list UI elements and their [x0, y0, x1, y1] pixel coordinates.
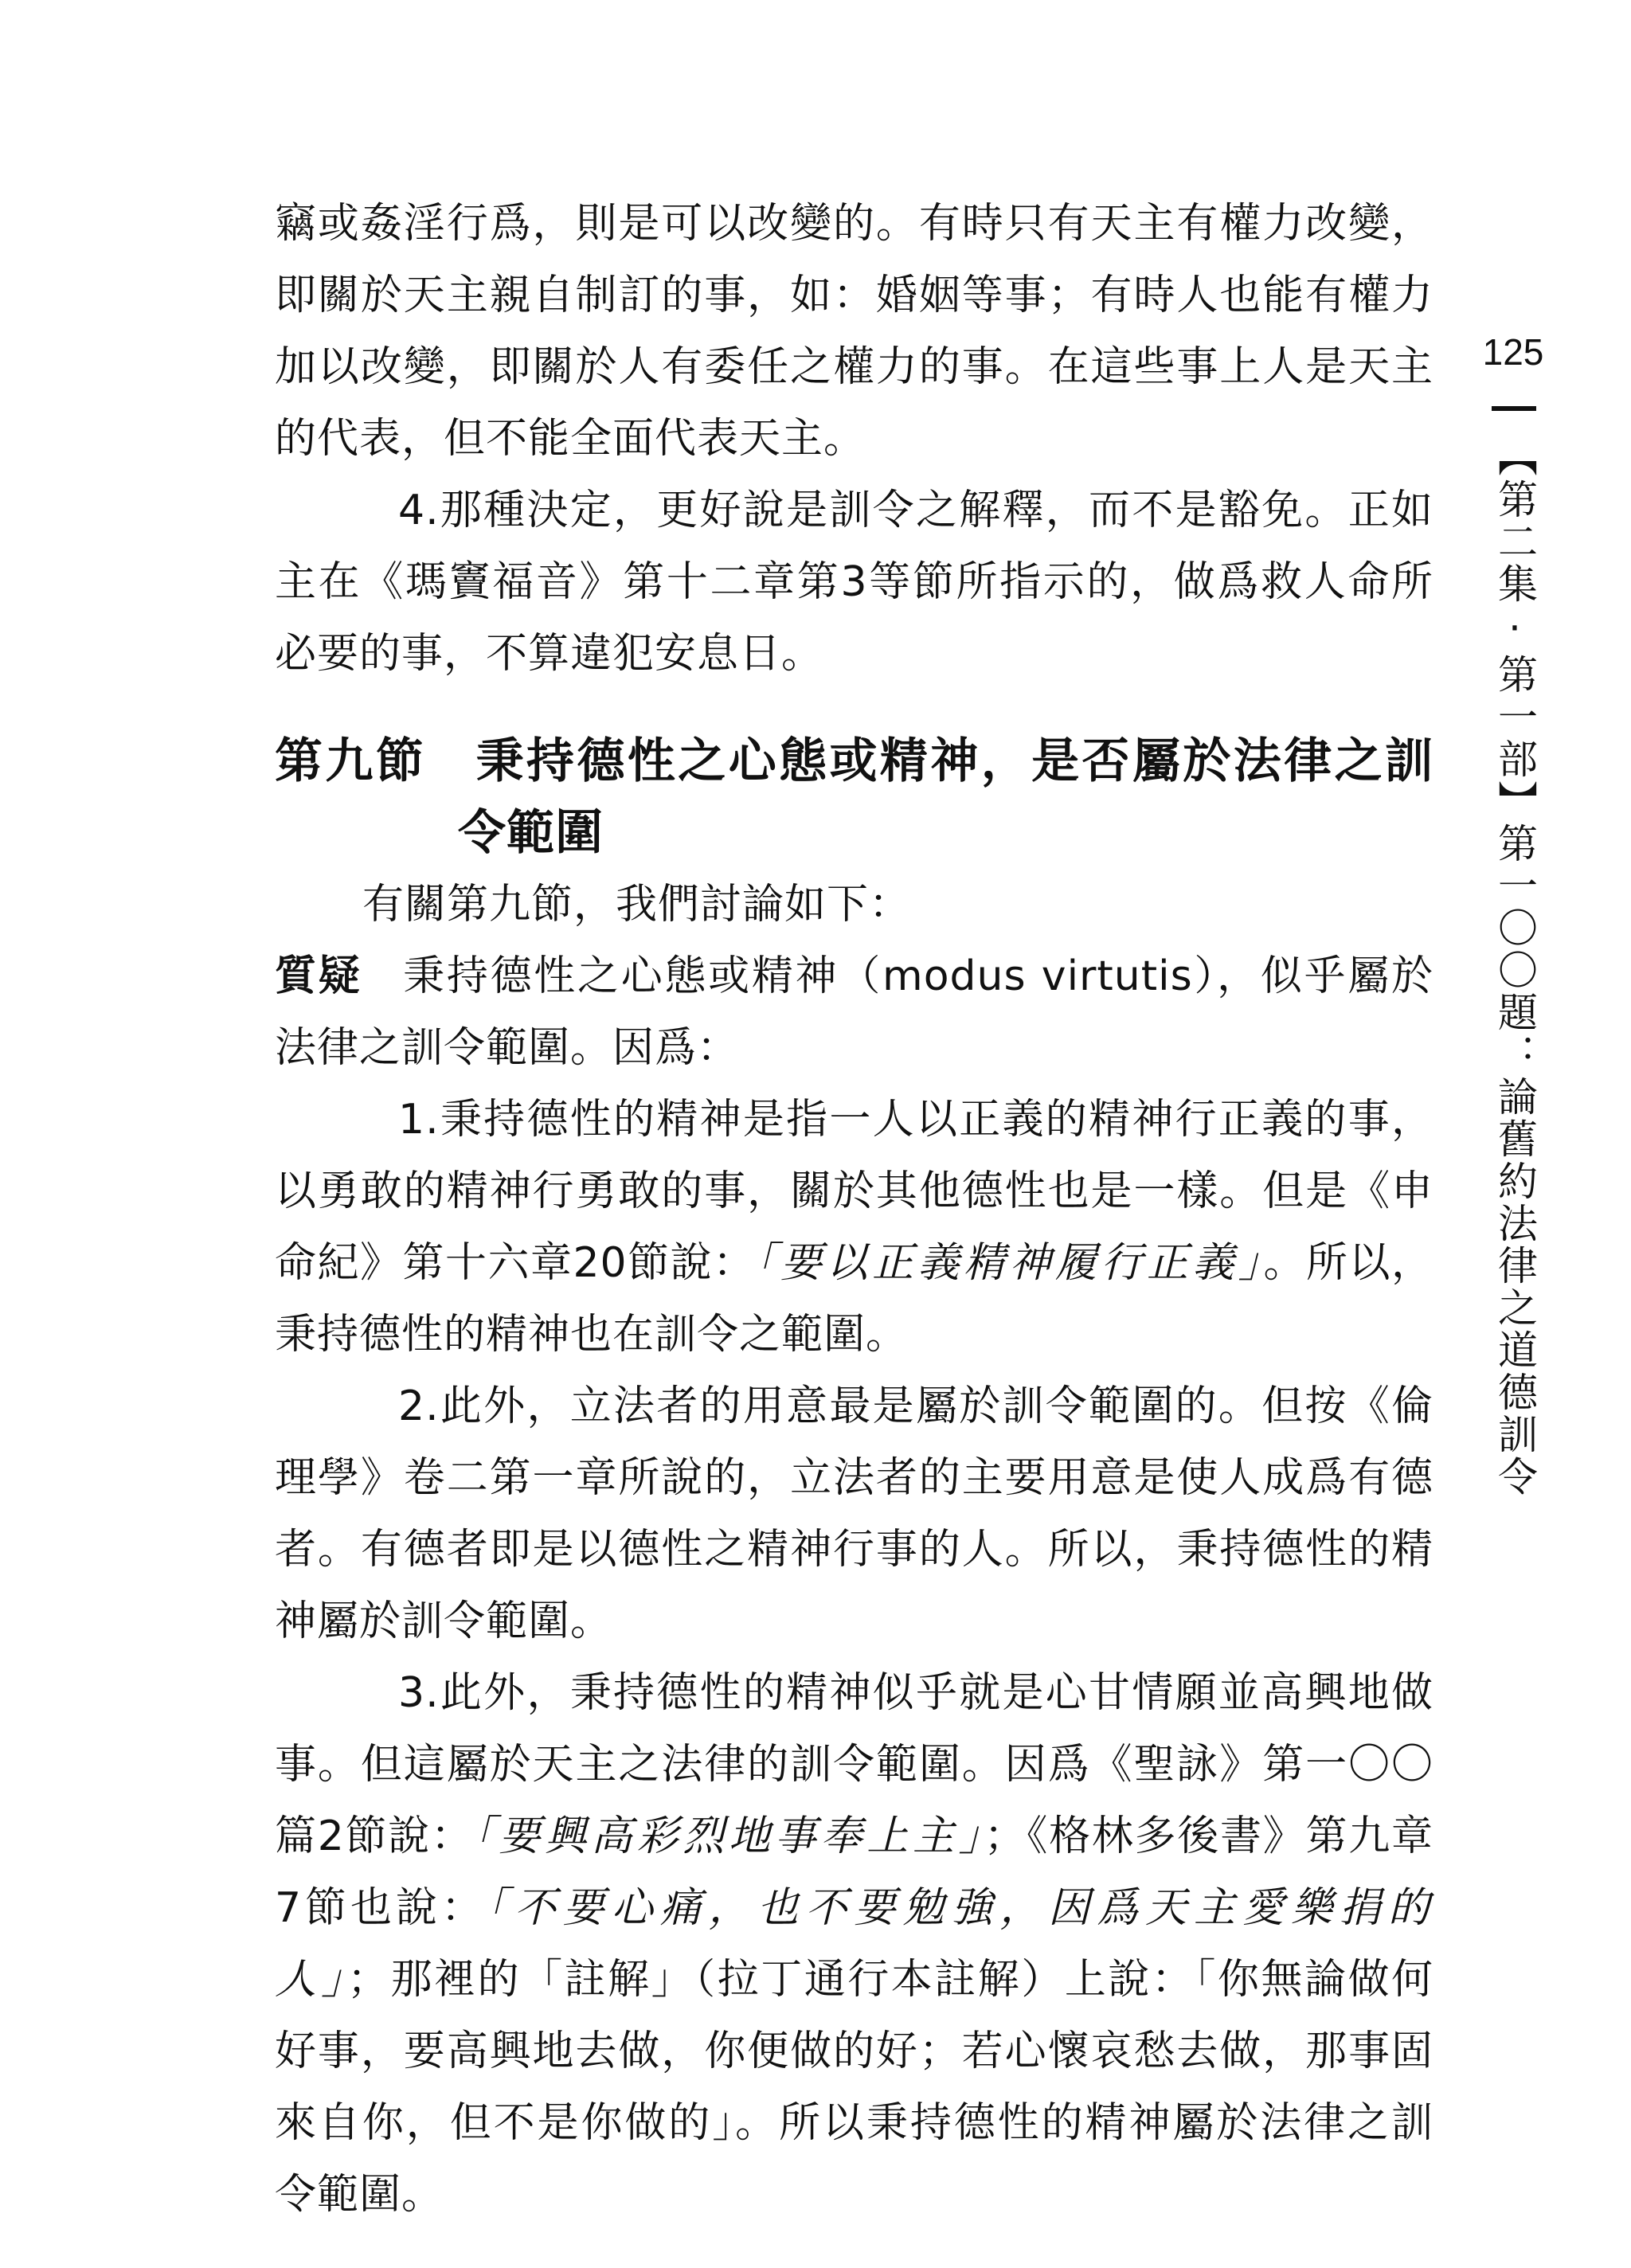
- paragraph-reply-4: 4.那種決定，更好說是訓令之解釋，而不是豁免。正如主在《瑪竇福音》第十二章第3等節所指示的，做爲救人命所必要的事，不算違犯安息日。: [275, 487, 1433, 678]
- point-1-text-b: 。所以，秉持德性的精神也在訓令之範圍。: [275, 1239, 1433, 1359]
- section-heading: [275, 725, 1433, 869]
- running-head: 【第二集·第一部】第一〇〇題：論舊約法律之道德訓令: [1492, 436, 1538, 1498]
- point-3-text-b: ；《格林多後書》第九章7節也說：: [275, 1812, 1433, 1932]
- point-1-quote: 「要以正義精神履行正義」: [755, 1239, 1264, 1287]
- section-title: 秉持德性之心態或精神，是否屬於法律之訓令範圍: [458, 733, 1434, 861]
- side-rule: [1492, 406, 1536, 411]
- main-text: [275, 188, 1433, 2231]
- point-1: [275, 1084, 1433, 1371]
- paragraph-continued: 竊或姦淫行爲，則是可以改變的。有時只有天主有權力改變，即關於天主親自制訂的事，如：婚姻等事；有時人也能有權力加以改變，即關於人有委任之權力的事。在這些事上人是天主的代表，但不能全面代表天主。: [275, 200, 1433, 463]
- point-3-quote-2: 「不要心痛，也不要勉強，因爲天主愛樂捐的人」: [275, 1884, 1433, 2004]
- objection-label: 質疑: [275, 952, 362, 1000]
- point-1-text-a: 1.秉持德性的精神是指一人以正義的精神行正義的事，以勇敢的精神行勇敢的事，關於其他德性也是一樣。但是《申命紀》第十六章20節說：: [275, 1096, 1433, 1287]
- section-label: 第九節: [275, 733, 427, 789]
- objection-text: 秉持德性之心態或精神（modus virtutis），似乎屬於法律之訓令範圍。因爲：: [275, 952, 1433, 1072]
- point-2: 2.此外，立法者的用意最是屬於訓令範圍的。但按《倫理學》卷二第一章所說的，立法者的主要用意是使人成爲有德者。有德者即是以德性之精神行事的人。所以，秉持德性的精神屬於訓令範圍。: [275, 1382, 1433, 1645]
- point-3-text-a: 3.此外，秉持德性的精神似乎就是心甘情願並高興地做事。但這屬於天主之法律的訓令範圍。因爲《聖詠》第一〇〇篇2節說：: [275, 1669, 1433, 1860]
- point-3-quote-1: 「要興高彩烈地事奉上主」: [473, 1812, 984, 1860]
- objection-paragraph: [275, 940, 1433, 1084]
- point-3-text-c: ；那裡的「註解」（拉丁通行本註解）上說：「你無論做何好事，要高興地去做，你便做的好；若心懷哀愁去做，那事固來自你，但不是你做的」。所以秉持德性的精神屬於法律之訓令範圍。: [275, 1956, 1433, 2219]
- point-3: [275, 1657, 1433, 2231]
- page-number: 125: [1482, 331, 1544, 373]
- section-intro: 有關第九節，我們討論如下：: [362, 881, 912, 929]
